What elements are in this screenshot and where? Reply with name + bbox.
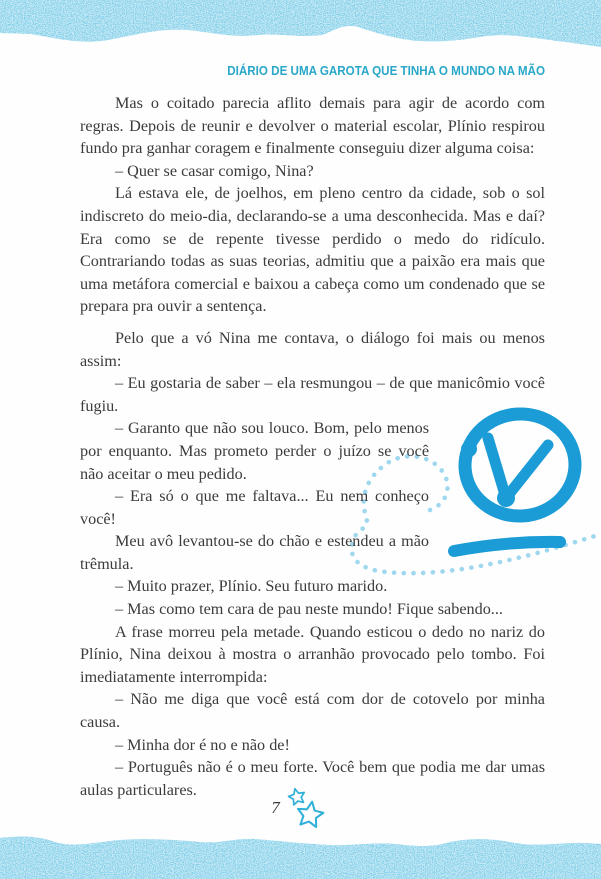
paragraph: – Mas como tem cara de pau neste mundo! Fique sabendo... [115, 600, 503, 619]
body-text [80, 92, 545, 801]
torn-paper-bottom-edge [0, 829, 601, 879]
paragraph: A frase morreu pela metade. Quando esticou o dedo no nariz do Plínio, Nina deixou à mostra o arranhão provocado pelo tombo. Foi imediatamente interrompida: [80, 622, 545, 686]
paragraph: Mas o coitado parecia aflito demais para agir de acordo com regras. Depois de reunir e devolver o material escolar, Plínio respirou fundo pra ganhar coragem e finalmente conseguiu dizer alguma coisa: [80, 94, 545, 158]
star-doodles-icon [282, 787, 330, 835]
clock-icon [419, 407, 589, 577]
clock-doodle-illustration [441, 415, 553, 565]
paragraph: – Quer se casar comigo, Nina? [115, 161, 314, 180]
page-number: 7 [271, 798, 280, 817]
running-title: DIÁRIO DE UMA GAROTA QUE TINHA O MUNDO NA MÃO [227, 64, 545, 78]
paragraph: – Era só o que me faltava... Eu nem conheço você! [80, 487, 429, 528]
paragraph: – Não me diga que você está com dor de cotovelo por minha causa. [80, 690, 545, 732]
paragraph: – Muito prazer, Plínio. Seu futuro marido. [115, 577, 388, 596]
paragraph: Pelo que a vó Nina me contava, o diálogo foi mais ou menos assim: [80, 328, 545, 370]
paragraph: – Português não é o meu forte. Você bem que podia me dar umas aulas particulares. [80, 758, 545, 799]
paragraph: – Eu gostaria de saber – ela resmungou – de que manicômio você fugiu. [80, 374, 545, 415]
torn-paper-top-edge [0, 0, 601, 60]
paragraph: Lá estava ele, de joelhos, em pleno centro da cidade, sob o sol indiscreto do meio-dia, declarando-se a uma desconhecida. Mas e daí? Era como se de repente tivesse perdido o medo do ridículo. Contrariando todas as suas teorias, admitiu que a paixão era mais que uma metáfora comercial e baixou a cabeça como um condenado que se prepara pra ouvir a sentença. [80, 184, 545, 316]
paragraph: Meu avô levantou-se do chão e estendeu a mão trêmula. [80, 532, 429, 573]
paragraph: – Minha dor é no e não de! [115, 735, 290, 754]
page-footer [0, 787, 601, 835]
paragraph: – Garanto que não sou louco. Bom, pelo menos por enquanto. Mas prometo perder o juízo se você não aceitar o meu pedido. [80, 419, 429, 483]
